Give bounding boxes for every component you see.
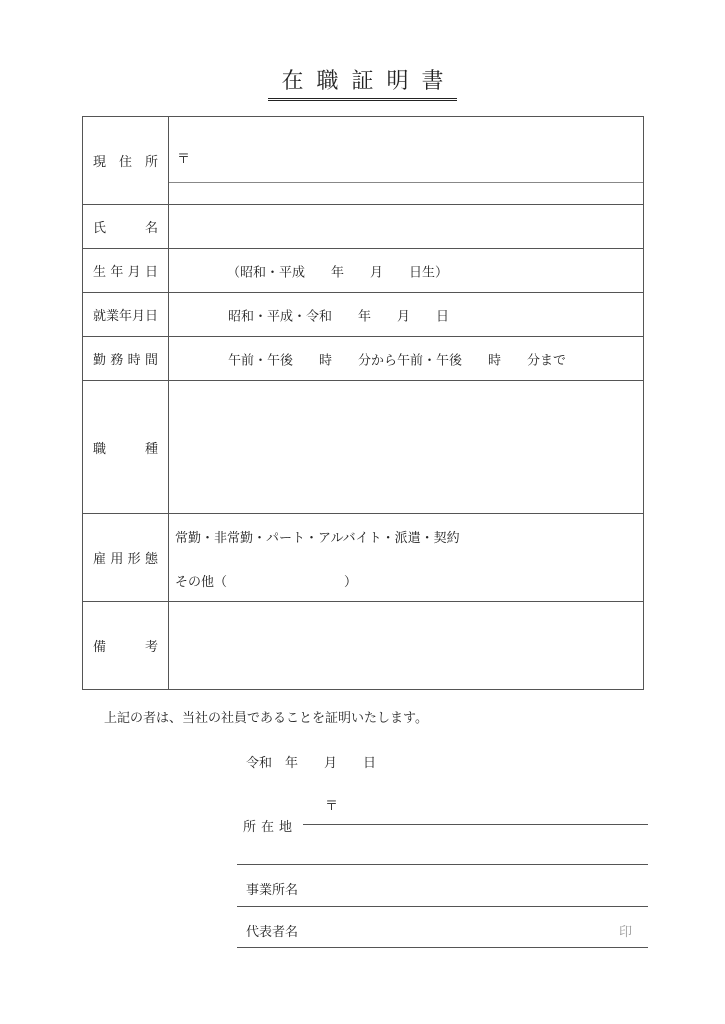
birth-label-char: 月	[127, 265, 141, 280]
location-label: 所在地	[243, 820, 298, 835]
hire-date-label-cell	[83, 293, 169, 337]
birth-label-char: 日	[144, 265, 158, 280]
birth-label-cell	[83, 249, 169, 293]
birth-field[interactable]	[169, 249, 644, 293]
job-type-label-cell	[83, 381, 169, 514]
address-row	[83, 117, 644, 205]
job-type-field[interactable]	[169, 381, 644, 514]
address-label	[83, 151, 168, 170]
employment-options[interactable]: 常勤・非常勤・パート・アルバイト・派遣・契約	[175, 531, 460, 546]
hours-value: 午前・午後 時 分から午前・午後 時 分まで	[228, 353, 567, 368]
hours-label-cell	[83, 337, 169, 381]
representative-label: 代表者名	[246, 925, 299, 940]
address-label-char: 住	[118, 155, 132, 170]
job-type-label-char: 種	[144, 441, 158, 457]
remarks-field[interactable]	[169, 602, 644, 690]
location-line-1[interactable]	[303, 824, 648, 825]
document-title-wrap	[0, 68, 725, 101]
employment-label	[83, 548, 168, 567]
job-type-row	[83, 381, 644, 514]
employment-label-char: 形	[127, 552, 141, 567]
employment-other[interactable]: その他（ ）	[175, 575, 358, 590]
remarks-label	[83, 636, 168, 655]
hours-label-char: 時	[127, 353, 141, 368]
remarks-row	[83, 602, 644, 690]
employment-label-cell	[83, 514, 169, 602]
birth-label	[83, 261, 168, 280]
address-field[interactable]	[169, 117, 644, 205]
hours-label	[83, 349, 168, 368]
hire-date-value: 昭和・平成・令和 年 月 日	[228, 309, 450, 324]
business-name-line[interactable]	[237, 906, 648, 907]
employment-label-char: 態	[144, 552, 158, 567]
hours-row	[83, 337, 644, 381]
birth-label-char: 年	[110, 265, 124, 280]
birth-value: （昭和・平成 年 月 日生）	[227, 265, 449, 280]
employment-row	[83, 514, 644, 602]
employment-label-char: 用	[110, 552, 124, 567]
remarks-label-cell	[83, 602, 169, 690]
name-label	[83, 217, 168, 236]
name-label-cell	[83, 205, 169, 249]
hire-date-row	[83, 293, 644, 337]
name-label-char: 名	[144, 221, 158, 236]
employment-field[interactable]	[169, 514, 644, 602]
seal-mark: 印	[619, 925, 633, 940]
birth-label-char: 生	[93, 265, 107, 280]
job-type-label-char: 職	[93, 441, 107, 457]
issue-date[interactable]: 令和 年 月 日	[246, 756, 377, 771]
remarks-label-char: 考	[144, 640, 158, 655]
employment-label-char: 雇	[93, 552, 107, 567]
remarks-label-char: 備	[93, 640, 107, 655]
name-field[interactable]	[169, 205, 644, 249]
hours-label-char: 務	[110, 353, 124, 368]
address-label-char: 所	[144, 155, 158, 170]
hours-label-char: 勤	[93, 353, 107, 368]
representative-line[interactable]	[237, 947, 648, 948]
name-label-char: 氏	[93, 221, 107, 236]
address-label-char: 現	[93, 155, 107, 170]
document-title: 在職証明書	[268, 68, 456, 101]
hours-label-char: 間	[144, 353, 158, 368]
location-line-2[interactable]	[237, 864, 648, 865]
address-line-top	[169, 138, 643, 183]
hours-field[interactable]	[169, 337, 644, 381]
company-postal-mark: 〒	[325, 799, 339, 814]
business-name-label: 事業所名	[246, 883, 299, 898]
job-type-label	[83, 438, 168, 457]
name-row	[83, 205, 644, 249]
hire-date-label: 就業年月日	[93, 309, 159, 324]
address-label-cell	[83, 117, 169, 205]
birth-row	[83, 249, 644, 293]
hire-date-field[interactable]	[169, 293, 644, 337]
certificate-form-table	[82, 116, 644, 690]
postal-mark: 〒	[177, 152, 191, 167]
certification-statement: 上記の者は、当社の社員であることを証明いたします。	[104, 711, 428, 726]
